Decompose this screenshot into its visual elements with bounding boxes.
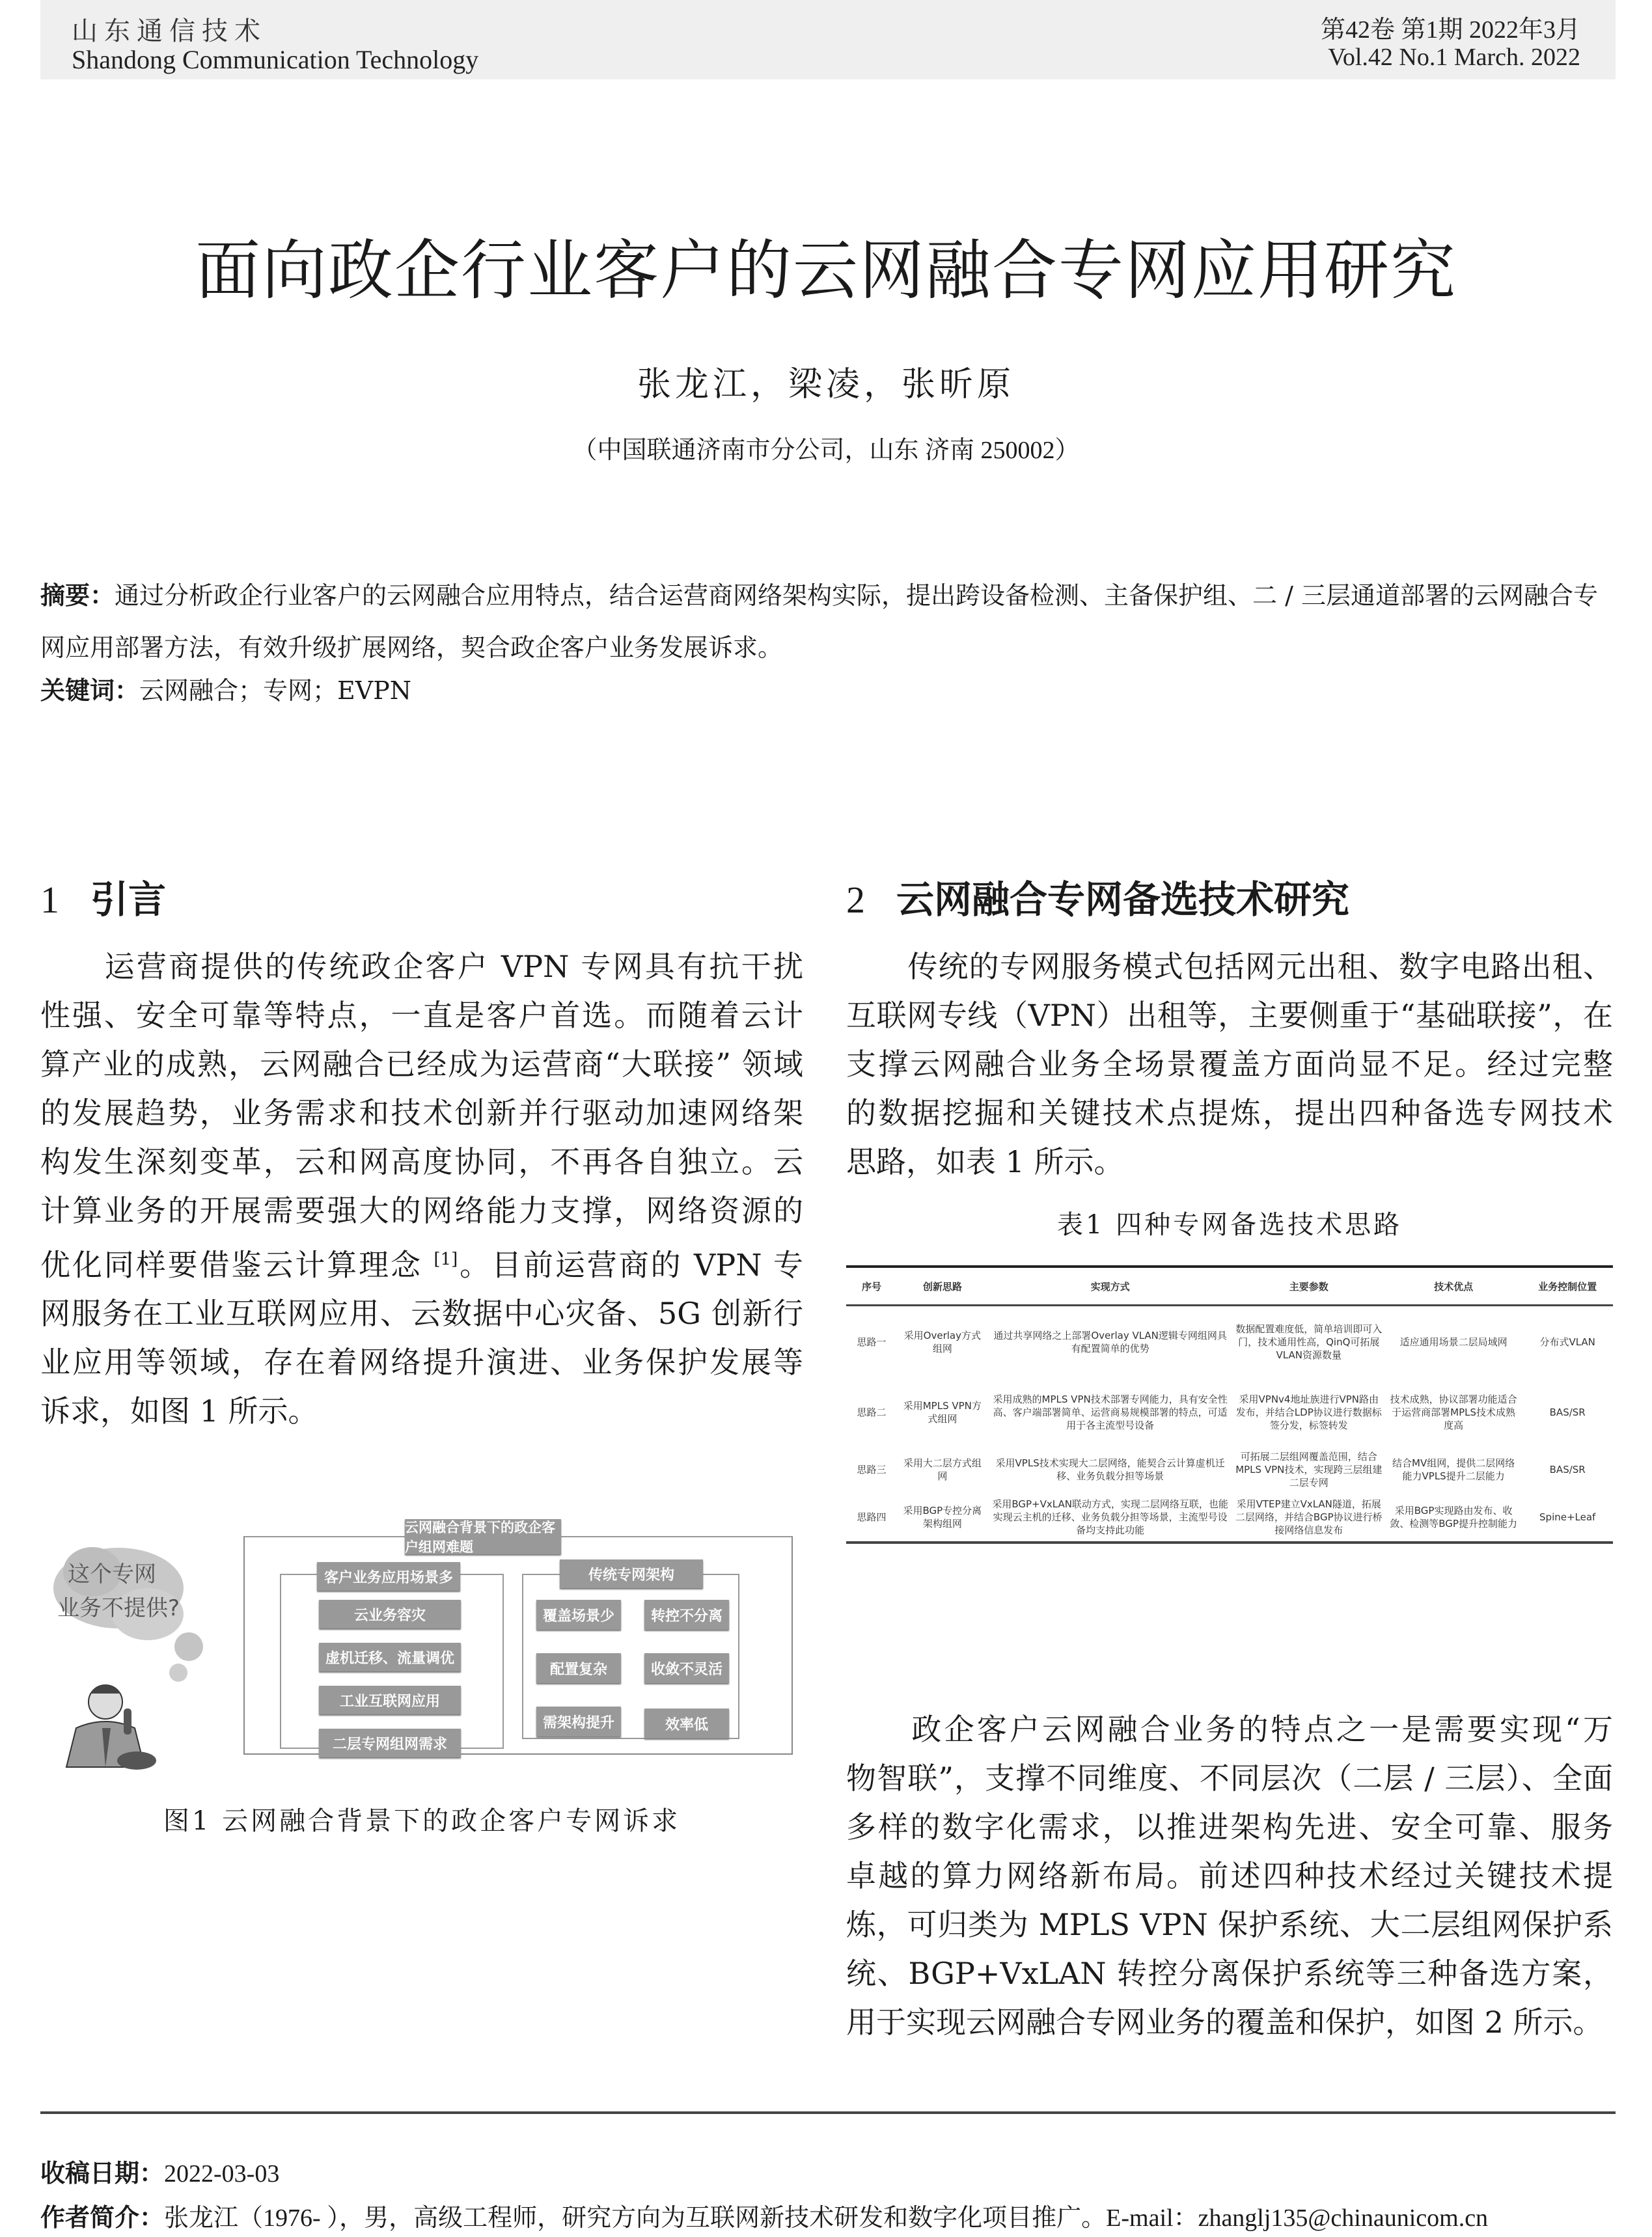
issue-info-en: Vol.42 No.1 March. 2022 [1328,44,1580,71]
column-header: 实现方式 [988,1267,1233,1306]
table-cell: 采用VPLS技术实现大二层网络，能契合云计算虚机迁移、业务负载分担等场景 [995,1457,1225,1482]
table-cell: 思路一 [857,1336,887,1349]
issue-info-cn: 第42卷 第1期 2022年3月 [1320,16,1580,44]
section-title: 引言 [90,877,167,922]
table-cell: 采用大二层方式组网 [903,1457,982,1482]
journal-name-cn: 山东通信技术 [72,16,267,46]
journal-name-en: Shandong Communication Technology [72,45,479,74]
left-item: 云业务容灾 [319,1600,461,1628]
text-line: 网服务在工业互联网应用、云数据中心灾备、5G 创新行 [40,1296,803,1332]
text-line: 算产业的成熟，云网融合已经成为运营商“大联接” 领域 [40,1047,803,1082]
section-number: 2 [846,879,865,921]
figure-1 [40,1520,808,1783]
bio-label: 作者简介： [40,2203,165,2232]
paper-title: 面向政企行业客户的云网融合专网应用研究 [195,232,1457,309]
person-on-phone-icon [66,1685,156,1770]
text-line: 卓越的算力网络新布局。前述四种技术经过关键技术提 [846,1858,1613,1893]
figure-1-caption: 图1 云网融合背景下的政企客户专网诉求 [163,1806,681,1836]
table-header-row [846,1267,1613,1306]
footer-divider [40,2111,1616,2114]
table-row [846,1379,1613,1446]
table-1-caption: 表1 四种专网备选技术思路 [1056,1210,1403,1240]
text-line: 用于实现云网融合专网业务的覆盖和保护，如图 2 所示。 [846,2005,1603,2040]
bio-text: 张龙江（1976- ），男，高级工程师，研究方向为互联网新技术研发和数字化项目推广。E-mail：zhanglj135@chinaunicom.cn [164,2204,1489,2232]
table-cell: 分布式VLAN [1539,1336,1595,1349]
right-item: 效率低 [644,1709,729,1738]
affiliation: （中国联通济南市分公司，山东 济南 250002） [572,437,1080,464]
text-line: 物智联”，支撑不同维度、不同层次（二层 / 三层）、全面 [846,1761,1613,1796]
text-line: 构发生深刻变革，云和网高度协同，不再各自独立。云 [40,1144,803,1179]
table-cell: BAS/SR [1549,1463,1586,1475]
table-row [846,1446,1613,1493]
section-2-paragraph-2 [846,1705,1613,2047]
abstract-label: 摘要： [40,581,115,610]
left-item: 虚机迁移、流量调优 [319,1643,461,1671]
table-cell: BAS/SR [1549,1406,1586,1418]
table-1 [846,1265,1613,1544]
right-item: 覆盖场景少 [536,1600,621,1630]
received-value: 2022-03-03 [164,2160,280,2188]
left-group-title: 客户业务应用场景多 [317,1562,460,1591]
table-cell: 结合MV组网，提供二层网络能力VPLS提升二层能力 [1392,1457,1515,1482]
table-cell: 思路二 [857,1406,887,1418]
section-1-paragraph [40,942,803,1436]
text-segment: 优化同样要借鉴云计算理念 [40,1247,422,1283]
text-line: 支撑云网融合业务全场景覆盖方面尚显不足。经过完整 [846,1047,1613,1082]
table-cell: 可拓展二层组网覆盖范围，结合MPLS VPN技术，实现跨三层组建二层专网 [1235,1450,1383,1489]
table-row [846,1493,1613,1543]
author-bio [40,2197,1488,2233]
text-line: 性强、安全可靠等特点，一直是客户首选。而随着云计 [40,998,803,1033]
table-cell: 思路三 [857,1463,887,1475]
right-item: 配置复杂 [536,1653,621,1683]
text-line: 多样的数字化需求，以推进架构先进、安全可靠、服务 [846,1809,1613,1845]
section-title: 云网融合专网备选技术研究 [896,877,1350,922]
text-line: 的发展趋势，业务需求和技术创新并行驱动加速网络架 [40,1095,803,1131]
table-cell: 技术成熟，协议部署功能适合于运营商部署MPLS技术成熟度高 [1390,1393,1517,1431]
right-item: 转控不分离 [644,1600,729,1630]
thinking-person-illustration [40,1543,236,1777]
right-item: 收敛不灵活 [644,1653,729,1683]
table-cell: 采用BGP专控分离架构组网 [897,1493,988,1543]
abstract-text: 通过分析政企行业客户的云网融合应用特点，结合运营商网络架构实际，提出跨设备检测、主备保护组、二 / 三层通道部署的云网融合专网应用部署方法，有效升级扩展网络，契合政企客户业务发展诉求。 [40,581,1598,662]
text-line: 的数据挖掘和关键技术点提炼，提出四种备选专网技术 [846,1095,1613,1131]
text-line: 政企客户云网融合业务的特点之一是需要实现“万 [846,1712,1613,1747]
table-cell: 采用MPLS VPN方式组网 [903,1399,982,1425]
table-cell: 适应通用场景二层局域网 [1399,1336,1507,1349]
text-line: 炼，可归类为 MPLS VPN 保护系统、大二层组网保护系 [846,1907,1613,1942]
bubble-line-1: 这个专网 [68,1561,156,1587]
table-cell: 采用BGP+VxLAN联动方式，实现二层网络互联，也能实现云主机的迁移、业务负载分担等场景，主流型号设备均支持此功能 [988,1493,1233,1543]
abstract [40,570,1616,674]
column-header: 序号 [846,1267,897,1306]
section-2-paragraph-1 [846,942,1613,1187]
column-header: 创新思路 [897,1267,988,1306]
section-number: 1 [40,879,59,921]
text-line: 诉求，如图 1 所示。 [40,1393,318,1429]
text-line: 业应用等领域，存在着网络提升演进、业务保护发展等 [40,1345,803,1380]
citation-ref[interactable]: [1] [434,1250,458,1269]
keywords [40,670,1616,706]
bubble-line-2: 业务不提供? [57,1595,180,1621]
table-cell: 采用成熟的MPLS VPN技术部署专网能力，具有安全性高、客户端部署简单、运营商易规模部署的特点，可适用于各主流型号设备 [993,1393,1228,1431]
text-line: 思路，如表 1 所示。 [846,1144,1124,1179]
table-cell: Spine+Leaf [1522,1493,1613,1543]
column-header: 主要参数 [1233,1267,1385,1306]
text-line-with-citation [40,1235,803,1289]
table-cell: 数据配置难度低，简单培训即可入门，技术通用性高，QinQ可拓展VLAN资源数量 [1235,1323,1383,1362]
table-cell: 通过共享网络之上部署Overlay VLAN逻辑专网组网具有配置简单的优势 [993,1330,1227,1355]
keywords-label: 关键词： [40,676,140,705]
table-cell: 采用VPNv4地址族进行VPN路由发布，并结合LDP协议进行数据标签分发，标签转发 [1235,1393,1382,1431]
text-segment: 。目前运营商的 VPN 专 [458,1247,804,1283]
keywords-text: 云网融合；专网；EVPN [139,676,412,705]
text-line: 传统的专网服务模式包括网元出租、数字电路出租、 [846,949,1613,984]
section-2-heading [846,869,1349,924]
table-cell: 采用BGP实现路由发布、收敛、检测等BGP提升控制能力 [1385,1493,1522,1543]
author-list: 张龙江，梁凌，张昕原 [637,365,1015,404]
section-1-heading [40,869,166,924]
column-header: 技术优点 [1385,1267,1522,1306]
text-line: 计算业务的开展需要强大的网络能力支撑，网络资源的 [40,1193,803,1228]
figure-top-box: 云网融合背景下的政企客户组网难题 [405,1519,561,1554]
table-row [846,1306,1613,1379]
right-item: 需架构提升 [536,1707,621,1736]
column-header: 业务控制位置 [1522,1267,1613,1306]
table-cell: 思路四 [846,1493,897,1543]
table-cell: 采用Overlay方式组网 [903,1330,981,1355]
table-cell: 采用VTEP建立VxLAN隧道，拓展二层网络，并结合BGP协议进行桥接网络信息发布 [1233,1493,1385,1543]
text-line: 互联网专线（VPN）出租等，主要侧重于“基础联接”，在 [846,998,1613,1033]
received-label: 收稿日期： [40,2159,165,2188]
received-date [40,2153,279,2189]
text-line: 运营商提供的传统政企客户 VPN 专网具有抗干扰 [40,949,803,984]
text-line: 统、BGP+VxLAN 转控分离保护系统等三种备选方案， [846,1956,1613,1991]
left-item: 二层专网组网需求 [319,1729,461,1757]
left-item: 工业互联网应用 [319,1686,461,1714]
right-group-title: 传统专网架构 [560,1559,703,1588]
